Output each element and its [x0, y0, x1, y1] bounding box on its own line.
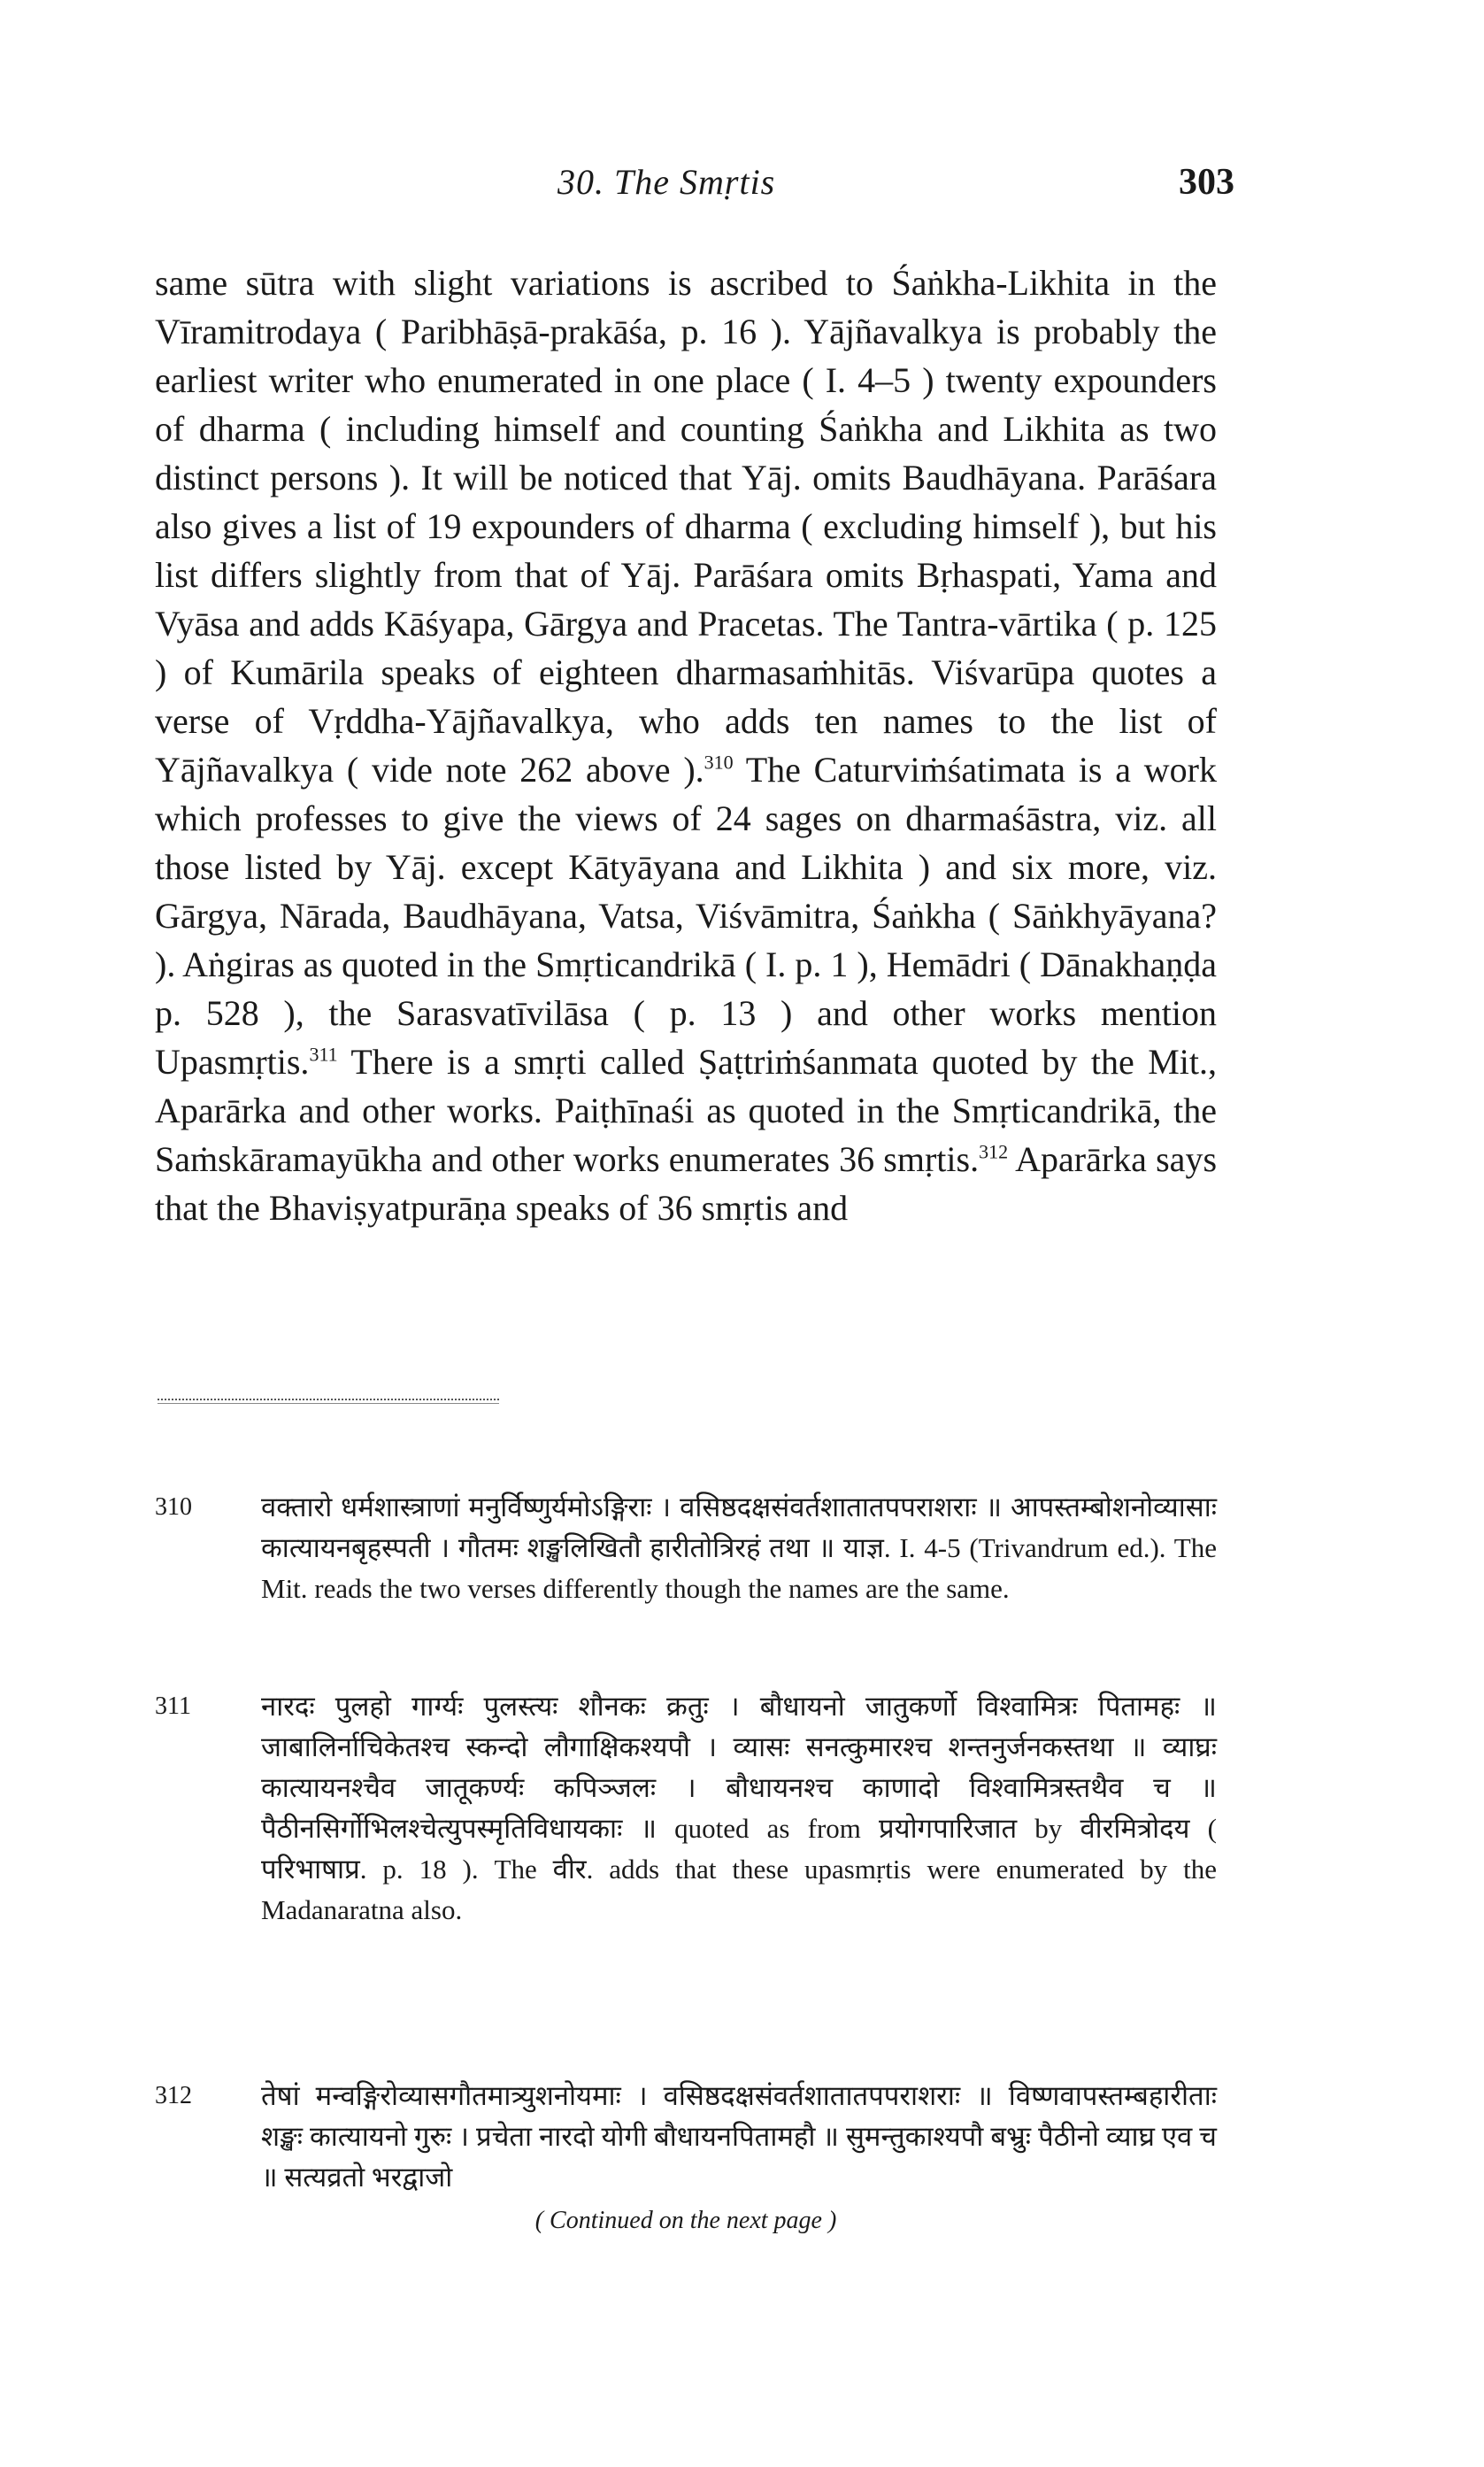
footnote [155, 2076, 1217, 2198]
footnote-number: 311 [155, 1692, 191, 1720]
footnote-text: वक्तारो धर्मशास्त्राणां मनुर्विष्णुर्यमोऽङ्गिराः । वसिष्ठदक्षसंवर्तशातातपपराशराः ॥ आपस्तम्बोशनोव्यासाः कात्यायनबृहस्पती । गौतमः शङ्खलिखितौ हारीतोत्रिरहं तथा ॥ याज्ञ. I. 4-5 (Trivandrum ed.). The Mit. reads the two verses differently though the names are the same. [261, 1492, 1217, 1604]
footnote-divider [158, 1403, 499, 1404]
footnote [155, 1686, 1217, 1931]
continued-note: ( Continued on the next page ) [534, 2207, 837, 2234]
running-head: 30. The Smṛtis [557, 162, 776, 202]
paragraph-text: Aparārka says that the Bhaviṣyatpurāṇa speaks of 36 smṛtis and [155, 1139, 1218, 1228]
footnote-ref: 312 [979, 1140, 1009, 1163]
main-paragraph [155, 258, 1217, 1232]
footnote-ref: 310 [704, 751, 734, 774]
footnote-text: तेषां मन्वङ्गिरोव्यासगौतमात्र्युशनोयमाः । वसिष्ठदक्षसंवर्तशातातपपराशराः ॥ विष्णवापस्तम्बहारीताः शङ्खः कात्यायनो गुरुः । प्रचेता नारदो योगी बौधायनपितामहौ ॥ सुमन्तुकाश्यपौ बभ्रुः पैठीनो व्याघ्र एव च ॥ सत्यव्रतो भरद्वाजो [261, 2080, 1217, 2193]
paragraph-text: There is a smṛti called Ṣaṭtriṁśanmata quoted by the Mit., Aparārka and other works. Paiṭhīnaśi as quoted in the Smṛticandrikā, the Saṁskāramayūkha and other works enumerates 36 smṛtis. [155, 1042, 1217, 1179]
footnote-text: नारदः पुलहो गार्ग्यः पुलस्त्यः शौनकः क्रतुः । बौधायनो जातुकर्णो विश्वामित्रः पितामहः ॥ जाबालिर्नाचिकेतश्च स्कन्दो लौगाक्षिकश्यपौ । व्यासः सनत्कुमारश्च शन्तनुर्जनकस्तथा ॥ व्याघ्रः कात्यायनश्चैव जातूकर्ण्यः कपिञ्जलः । बौधायनश्च काणादो विश्वामित्रस्तथैव च ॥ पैठीनसिर्गोभिलश्चेत्युपस्मृतिविधायकाः ॥ quoted as from प्रयोगपारिजात by वीरमित्रोदय ( परिभाषाप्र. p. 18 ). The वीर. adds that these upasmṛtis were enumerated by the Madanaratna also. [261, 1691, 1217, 1925]
footnote-number: 310 [155, 1493, 192, 1521]
page-number: 303 [1179, 162, 1234, 203]
paragraph-text: The Caturviṁśatimata is a work which professes to give the views of 24 sages on dharmaśāstra, viz. all those listed by Yāj. except Kātyāyana and Likhita ) and six more, viz. Gārgya, Nārada, Baudhāyana, Vatsa, Viśvāmitra, Śaṅkha ( Sāṅkhyāyana? ). Aṅgiras as quoted in the Smṛticandrikā ( I. p. 1 ), Hemādri ( Dānakhaṇḍa p. 528 ), the Sarasvatīvilāsa ( p. 13 ) and other works mention Upasmṛtis. [155, 750, 1218, 1082]
page-header [155, 161, 1234, 214]
footnote-number: 312 [155, 2082, 192, 2109]
footnote [155, 1487, 1217, 1609]
paragraph-text: same sūtra with slight variations is ascribed to Śaṅkha-Likhita in the Vīramitrodaya ( Paribhāṣā-prakāśa, p. 16 ). Yājñavalkya is probably the earliest writer who enumerated in one place ( I. 4–5 ) twenty expounders of dharma ( including himself and counting Śaṅkha and Likhita as two distinct persons ). It will be noticed that Yāj. omits Baudhāyana. Parāśara also gives a list of 19 expounders of dharma ( excluding himself ), but his list differs slightly from that of Yāj. Parāśara omits Bṛhaspati, Yama and Vyāsa and adds Kāśyapa, Gārgya and Pracetas. The Tantra-vārtika ( p. 125 ) of Kumārila speaks of eighteen dharmasaṁhitās. Viśvarūpa quotes a verse of Vṛddha-Yājñavalkya, who adds ten names to the list of Yājñavalkya ( vide note 262 above ). [155, 263, 1217, 790]
footnote-ref: 311 [309, 1043, 338, 1066]
footnote-divider [158, 1399, 499, 1400]
